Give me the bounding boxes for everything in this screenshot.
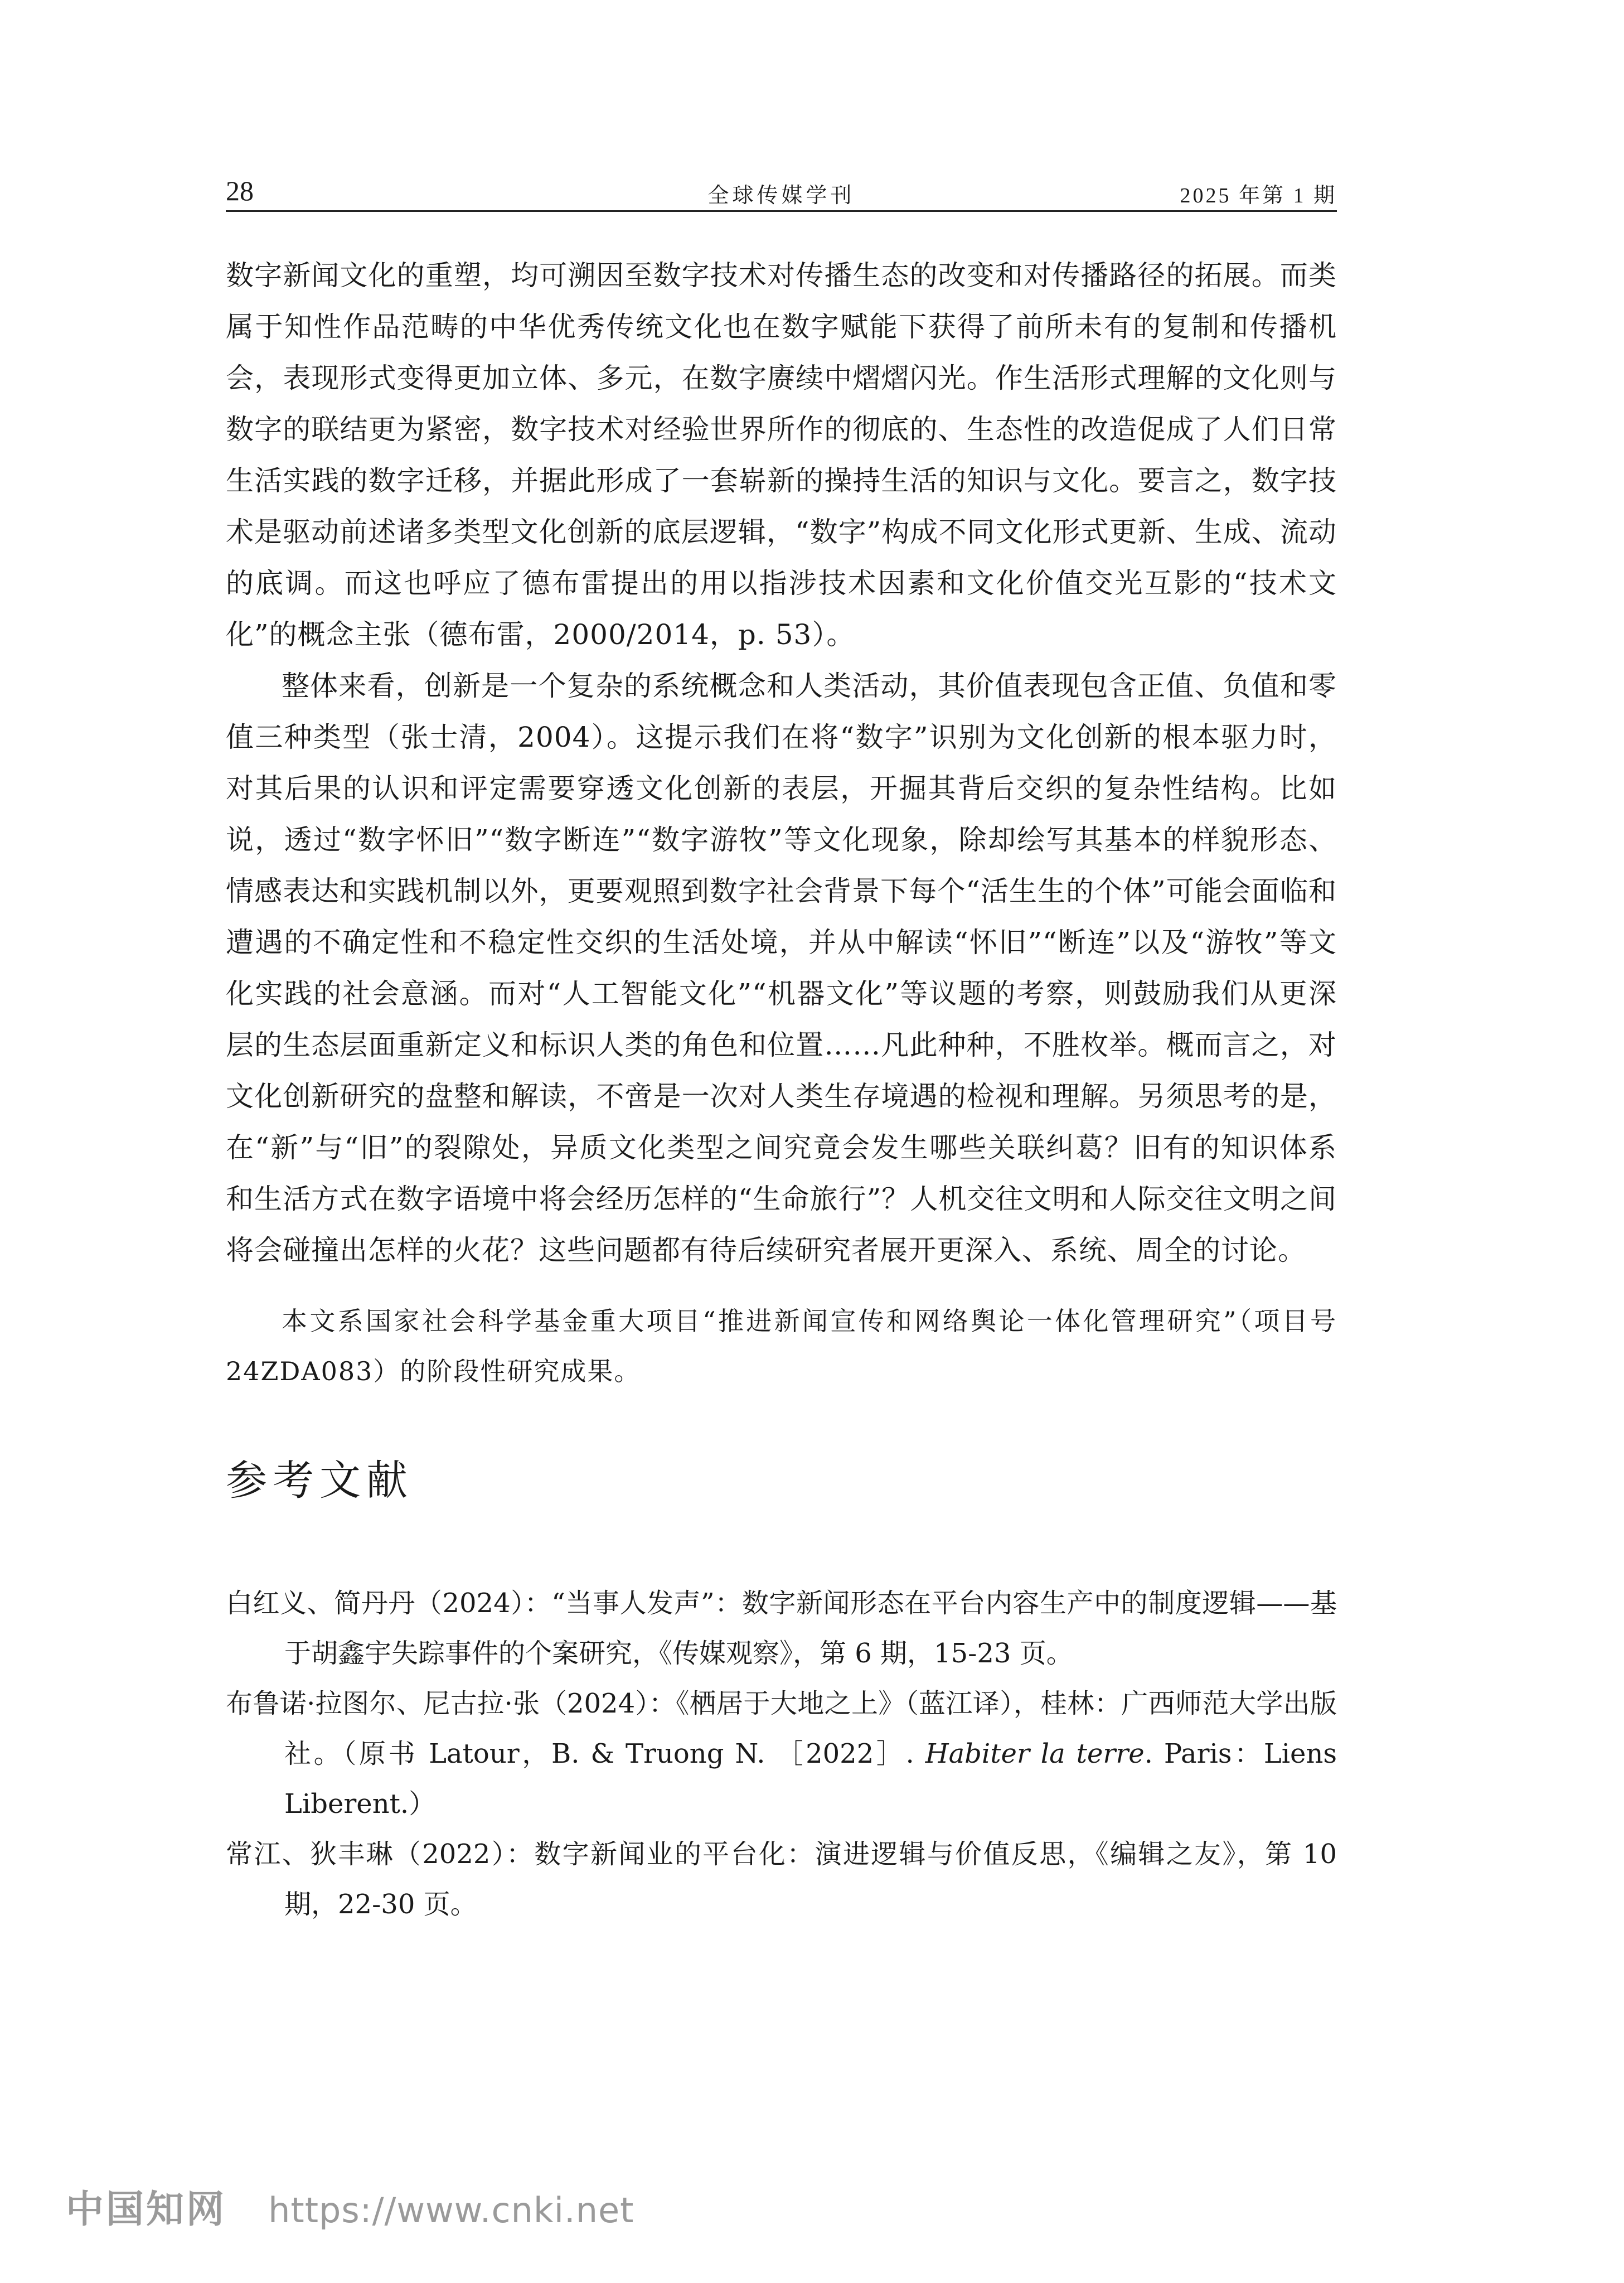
reference-item: 常江、狄丰琳（2022）：数字新闻业的平台化：演进逻辑与价值反思，《编辑之友》，第 10 期，22-30 页。 xyxy=(226,1839,1337,1920)
reference-text-tail: . Paris：Liens Liberent.） xyxy=(284,1738,1337,1820)
cnki-url[interactable]: https://www.cnki.net xyxy=(268,2190,634,2231)
page-header xyxy=(226,170,1337,212)
cnki-logo: 中国知网 xyxy=(66,2188,227,2232)
reference-item xyxy=(226,1679,1337,1829)
journal-title: 全球传媒学刊 xyxy=(707,184,855,207)
reference-list xyxy=(226,1578,1337,1929)
reference-text: 布鲁诺·拉图尔、尼古拉·张（2024）：《栖居于大地之上》（蓝江译），桂林：广西师范大学出版社。（原书 Latour，B. & Truong N. ［2022］. xyxy=(226,1688,1337,1769)
paragraph-1: 数字新闻文化的重塑，均可溯因至数字技术对传播生态的改变和对传播路径的拓展。而类属于知性作品范畴的中华优秀传统文化也在数字赋能下获得了前所未有的复制和传播机会，表现形式变得更加立体、多元，在数字赓续中熠熠闪光。作生活形式理解的文化则与数字的联结更为紧密，数字技术对经验世界所作的彻底的、生态性的改造促成了人们日常生活实践的数字迁移，并据此形成了一套崭新的操持生活的知识与文化。要言之，数字技术是驱动前述诸多类型文化创新的底层逻辑，“数字”构成不同文化形式更新、生成、流动的底调。而这也呼应了德布雷提出的用以指涉技术因素和文化价值交光互影的“技术文化”的概念主张（德布雷，2000/2014，p. 53）。 xyxy=(226,259,1337,651)
references-heading: 参考文献 xyxy=(226,1457,413,1505)
article-body xyxy=(226,250,1337,1929)
watermark-footer xyxy=(66,2179,634,2241)
reference-item: 白红义、简丹丹（2024）：“当事人发声”：数字新闻形态在平台内容生产中的制度逻辑——基于胡鑫宇失踪事件的个案研究，《传媒观察》，第 6 期，15-23 页。 xyxy=(226,1588,1337,1669)
issue-label: 2025 年第 1 期 xyxy=(1180,184,1337,207)
reference-book-title: Habiter la terre xyxy=(925,1738,1145,1769)
paragraph-2: 整体来看，创新是一个复杂的系统概念和人类活动，其价值表现包含正值、负值和零值三种类型（张士清，2004）。这提示我们在将“数字”识别为文化创新的根本驱力时，对其后果的认识和评定需要穿透文化创新的表层，开掘其背后交织的复杂性结构。比如说，透过“数字怀旧”“数字断连”“数字游牧”等文化现象，除却绘写其基本的样貌形态、情感表达和实践机制以外，更要观照到数字社会背景下每个“活生生的个体”可能会面临和遭遇的不确定性和不稳定性交织的生活处境，并从中解读“怀旧”“断连”以及“游牧”等文化实践的社会意涵。而对“人工智能文化”“机器文化”等议题的考察，则鼓励我们从更深层的生态层面重新定义和标识人类的角色和位置……凡此种种，不胜枚举。概而言之，对文化创新研究的盘整和解读，不啻是一次对人类生存境遇的检视和理解。另须思考的是，在“新”与“旧”的裂隙处，异质文化类型之间究竟会发生哪些关联纠葛？旧有的知识体系和生活方式在数字语境中将会经历怎样的“生命旅行”？人机交往文明和人际交往文明之间将会碰撞出怎样的火花？这些问题都有待后续研究者展开更深入、系统、周全的讨论。 xyxy=(226,670,1337,1266)
funding-note: 本文系国家社会科学基金重大项目“推进新闻宣传和网络舆论一体化管理研究”（项目号 24ZDA083）的阶段性研究成果。 xyxy=(226,1306,1337,1386)
page-number: 28 xyxy=(226,175,254,206)
